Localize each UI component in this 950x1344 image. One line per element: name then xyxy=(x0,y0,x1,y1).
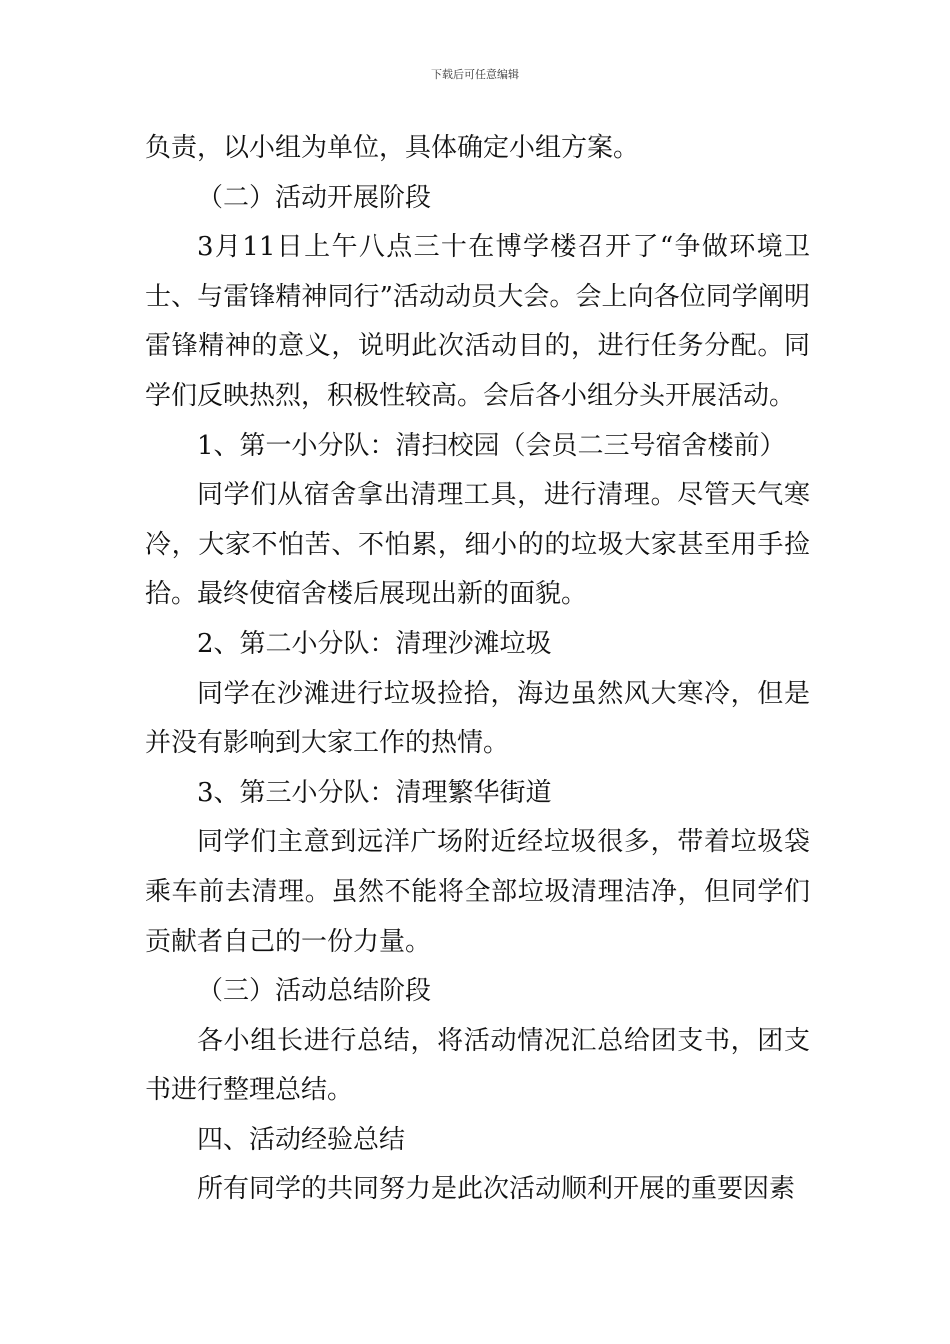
subsection-heading: 3、第三小分队：清理繁华街道 xyxy=(197,777,552,808)
paragraph: 同学们主意到远洋广场附近经垃圾很多，带着垃圾袋乘车前去清理。虽然不能将全部垃圾清理洁净，但同学们贡献者自己的一份力量。 xyxy=(145,827,810,957)
subsection-heading: 2、第二小分队：清理沙滩垃圾 xyxy=(197,628,552,659)
paragraph: 3月11日上午八点三十在博学楼召开了“争做环境卫士、与雷锋精神同行”活动动员大会。会上向各位同学阐明雷锋精神的意义，说明此次活动目的，进行任务分配。同学们反映热烈，积极性较高。会后各小组分头开展活动。 xyxy=(145,232,810,411)
page-header: 下载后可任意编辑 xyxy=(431,68,519,81)
paragraph: 各小组长进行总结，将活动情况汇总给团支书，团支书进行整理总结。 xyxy=(145,1025,810,1106)
paragraph: 同学在沙滩进行垃圾捡拾，海边虽然风大寒冷，但是并没有影响到大家工作的热情。 xyxy=(145,678,810,759)
section-heading: （二）活动开展阶段 xyxy=(197,182,432,213)
subsection-heading: 1、第一小分队：清扫校园（会员二三号宿舍楼前） xyxy=(197,430,786,461)
paragraph: 负责，以小组为单位，具体确定小组方案。 xyxy=(145,133,640,163)
section-heading: （三）活动总结阶段 xyxy=(197,976,432,1007)
section-heading: 四、活动经验总结 xyxy=(197,1124,406,1155)
paragraph: 所有同学的共同努力是此次活动顺利开展的重要因素 xyxy=(197,1174,796,1205)
document-body xyxy=(145,124,810,1215)
paragraph: 同学们从宿舍拿出清理工具，进行清理。尽管天气寒冷，大家不怕苦、不怕累，细小的的垃圾大家甚至用手捡拾。最终使宿舍楼后展现出新的面貌。 xyxy=(145,480,810,610)
